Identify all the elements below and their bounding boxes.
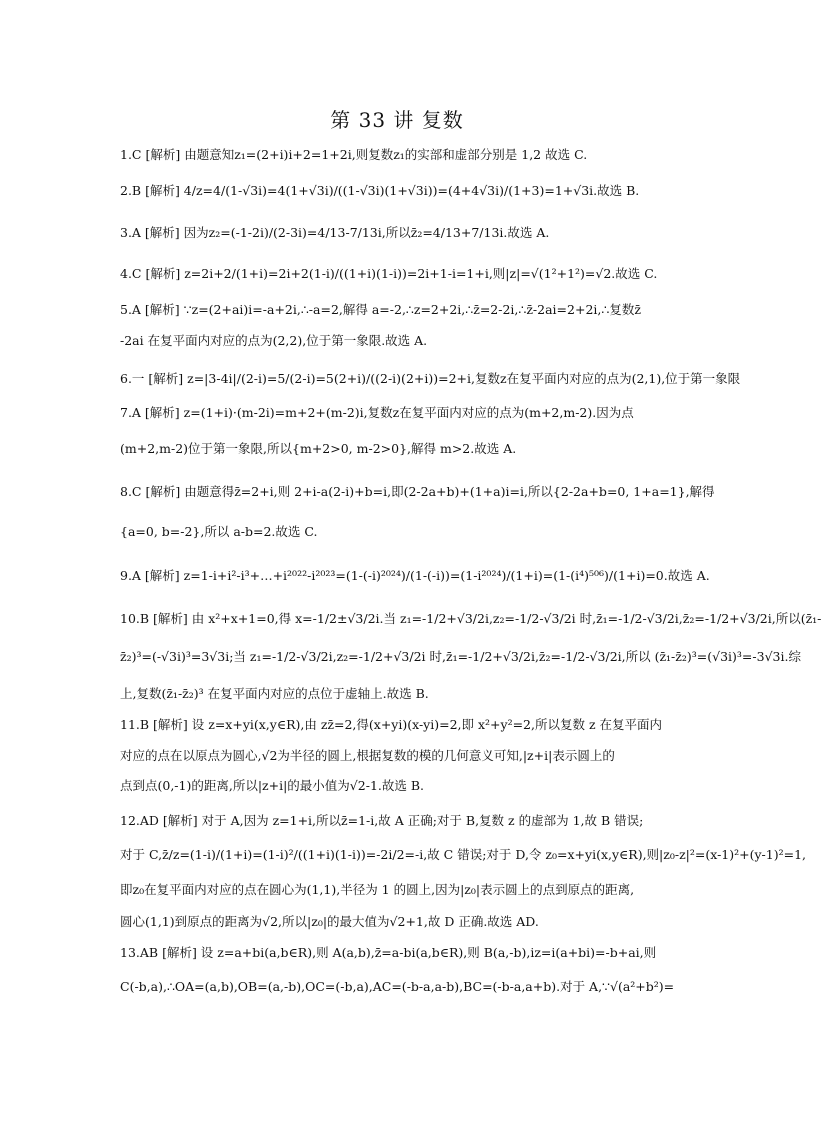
text-line: 10.B [解析] 由 x²+x+1=0,得 x=-1/2±√3/2i.当 z₁=-1/2+√3/2i,z₂=-1/2-√3/2i 时,z̄₁=-1/2-√3/2i,z̄₂=-1/2+√3/2i,所以(z̄₁-: [120, 611, 821, 626]
text-line: 点到点(0,-1)的距离,所以|z+i|的最小值为√2-1.故选 B.: [120, 778, 425, 793]
text-line: 4.C [解析] z=2i+2/(1+i)=2i+2(1-i)/((1+i)(1-i))=2i+1-i=1+i,则|z|=√(1²+1²)=√2.故选 C.: [120, 266, 658, 281]
text-line: z̄₂)³=(-√3i)³=3√3i;当 z₁=-1/2-√3/2i,z₂=-1/2+√3/2i 时,z̄₁=-1/2+√3/2i,z̄₂=-1/2-√3/2i,所以 (z̄₁-z̄₂)³=(√3i)³=-3√3i.综: [120, 649, 801, 664]
text-line: 对于 C,z̄/z=(1-i)/(1+i)=(1-i)²/((1+i)(1-i))=-2i/2=-i,故 C 错误;对于 D,令 z₀=x+yi(x,y∈R),则|z₀-z|²=(x-1)²+(y-1)²=1,: [120, 847, 807, 862]
text-line: 11.B [解析] 设 z=x+yi(x,y∈R),由 zz̄=2,得(x+yi)(x-yi)=2,即 x²+y²=2,所以复数 z 在复平面内: [120, 717, 663, 732]
text-line: {a=0, b=-2},所以 a-b=2.故选 C.: [120, 524, 318, 539]
text-line: 圆心(1,1)到原点的距离为√2,所以|z₀|的最大值为√2+1,故 D 正确.故选 AD.: [120, 914, 539, 929]
text-line: C(-b,a),∴OA=(a,b),OB=(a,-b),OC=(-b,a),AC=(-b-a,a-b),BC=(-b-a,a+b).对于 A,∵√(a²+b²)=: [120, 979, 675, 994]
text-line: 上,复数(z̄₁-z̄₂)³ 在复平面内对应的点位于虚轴上.故选 B.: [120, 686, 429, 701]
text-line: 13.AB [解析] 设 z=a+bi(a,b∈R),则 A(a,b),z̄=a-bi(a,b∈R),则 B(a,-b),iz=i(a+bi)=-b+ai,则: [120, 945, 657, 960]
text-line: 即z₀在复平面内对应的点在圆心为(1,1),半径为 1 的圆上,因为|z₀|表示圆上的点到原点的距离,: [120, 882, 635, 897]
text-line: 5.A [解析] ∵z=(2+ai)i=-a+2i,∴-a=2,解得 a=-2,∴z=2+2i,∴z̄=2-2i,∴z̄-2ai=2+2i,∴复数z̄: [120, 302, 641, 317]
text-line: 对应的点在以原点为圆心,√2为半径的圆上,根据复数的模的几何意义可知,|z+i|表示圆上的: [120, 748, 615, 763]
text-line: 2.B [解析] 4/z=4/(1-√3i)=4(1+√3i)/((1-√3i)(1+√3i))=(4+4√3i)/(1+3)=1+√3i.故选 B.: [120, 183, 640, 198]
text-line: 1.C [解析] 由题意知z₁=(2+i)i+2=1+2i,则复数z₁的实部和虚部分别是 1,2 故选 C.: [120, 147, 588, 162]
text-line: (m+2,m-2)位于第一象限,所以{m+2>0, m-2>0},解得 m>2.故选 A.: [120, 441, 517, 456]
text-line: 6.一 [解析] z=|3-4i|/(2-i)=5/(2-i)=5(2+i)/((2-i)(2+i))=2+i,复数z在复平面内对应的点为(2,1),位于第一象限: [120, 371, 741, 386]
text-line: 8.C [解析] 由题意得z̄=2+i,则 2+i-a(2-i)+b=i,即(2-2a+b)+(1+a)i=i,所以{2-2a+b=0, 1+a=1},解得: [120, 484, 715, 499]
text-line: 3.A [解析] 因为z₂=(-1-2i)/(2-3i)=4/13-7/13i,所以z̄₂=4/13+7/13i.故选 A.: [120, 225, 550, 240]
page-title: 第 33 讲 复数: [330, 108, 464, 132]
text-line: 7.A [解析] z=(1+i)·(m-2i)=m+2+(m-2)i,复数z在复平面内对应的点为(m+2,m-2).因为点: [120, 405, 634, 420]
text-line: 12.AD [解析] 对于 A,因为 z=1+i,所以z̄=1-i,故 A 正确;对于 B,复数 z 的虚部为 1,故 B 错误;: [120, 813, 644, 828]
text-line: -2ai 在复平面内对应的点为(2,2),位于第一象限.故选 A.: [120, 333, 428, 348]
text-line: 9.A [解析] z=1-i+i²-i³+…+i²⁰²²-i²⁰²³=(1-(-i)²⁰²⁴)/(1-(-i))=(1-i²⁰²⁴)/(1+i)=(1-(i⁴)⁵⁰⁶)/(1+i)=0.故选 A.: [120, 568, 710, 583]
